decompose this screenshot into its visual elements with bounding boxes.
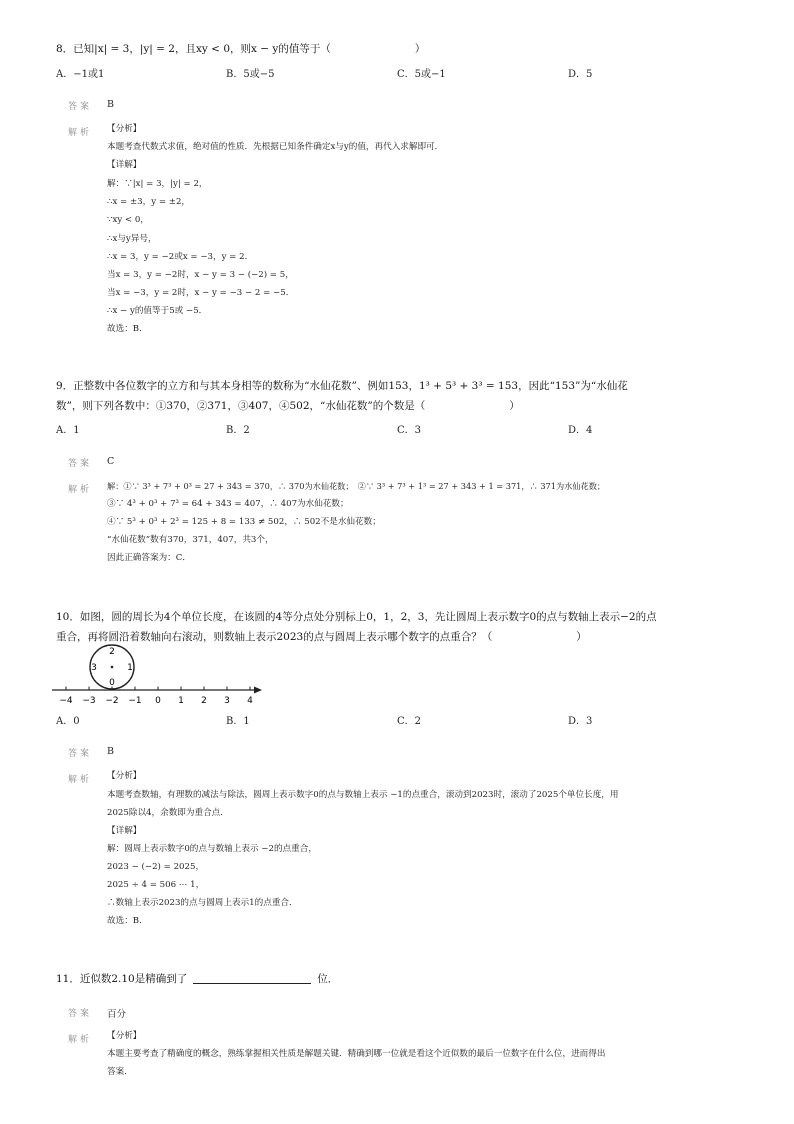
q10-answer-label: 答案 [68,749,93,759]
q8-line: ∴x = ±3，y = ±2， [107,197,191,207]
q9-answer: C [107,456,115,467]
q9-line: ④∵ 5³ + 0³ + 2³ = 125 + 8 = 133 ≠ 502，∴ 502不是水仙花数； [107,517,381,527]
q11-stem-before: 11．近似数2.10是精确到了 [56,973,188,985]
q11-answer-label: 答案 [68,1009,93,1019]
axis-tick-label: −4 [59,696,73,706]
q11-analysis-label: 解析 [68,1035,93,1045]
q10-line: 故选：B． [107,916,148,926]
axis-arrow-icon [254,687,262,694]
q9-analysis-label: 解析 [68,485,93,495]
circle-label-left: 3 [91,663,97,673]
q11-line: 答案． [107,1067,133,1077]
q10-line: 【分析】 [107,771,142,781]
q8-option-b: B．5或−5 [226,69,275,80]
circle-label-bottom: 0 [109,678,115,688]
q8-line: ∴x与y异号， [107,234,157,244]
q11-line: 本题主要考查了精确度的概念，熟练掌握相关性质是解题关键．精确到哪一位就是看这个近似数的最后一位数字在什么位，进而得出 [107,1049,606,1059]
q9-stem-line1: 9．正整数中各位数字的立方和与其本身相等的数称为“水仙花数”、例如153，1³ + 5³ + 3³ = 153，因此“153”为“水仙花 [56,380,628,392]
circle-center-dot [111,666,114,669]
q11-answer: 百分 [107,1009,127,1020]
q9-line: 因此正确答案为：C． [107,553,191,563]
q8-answer: B [107,99,114,110]
q9-option-b: B．2 [226,425,250,436]
q9-line: “水仙花数”数有370，371，407，共3个， [107,535,274,545]
axis-tick-label: 4 [247,696,253,706]
axis-tick-label: −2 [105,696,119,706]
q8-line: 本题考查代数式求值，绝对值的性质．先根据已知条件确定x与y的值，再代入求解即可． [107,142,444,152]
q8-line: 【分析】 [107,124,142,134]
q11-stem [56,971,338,986]
q10-answer: B [107,746,114,757]
q9-option-a: A．1 [56,425,80,436]
q9-stem-line2: 数”，则下列各数中：①370，②371，③407，④502，“水仙花数”的个数是（ ） [56,400,520,412]
axis-tick-label: 1 [178,696,184,706]
q9-line: 解：①∵ 3³ + 7³ + 0³ = 27 + 343 = 370，∴ 370为水仙花数； ②∵ 3³ + 7³ + 1³ = 27 + 343 + 1 = 371，∴ 371为水仙花数； [107,481,606,491]
circle-label-right: 1 [127,663,133,673]
q8-line: 当x = 3，y = −2时，x − y = 3 − (−2) = 5， [107,270,294,280]
q11-line: 【分析】 [107,1031,142,1041]
q10-option-c: C．2 [397,716,422,727]
q10-line: 2025除以4，余数即为重合点． [107,808,229,818]
axis-tick-label: 0 [155,696,161,706]
q8-line: 当x = −3，y = 2时，x − y = −3 − 2 = −5． [107,288,295,298]
q8-option-c: C．5或−1 [397,69,446,80]
axis-tick-label: −3 [82,696,96,706]
circle-label-top: 2 [109,647,115,657]
q10-line: ∴数轴上表示2023的点与圆周上表示1的点重合． [107,898,298,908]
q8-analysis-label: 解析 [68,128,93,138]
q8-option-a: A．−1或1 [56,69,105,80]
q10-line: 2023 − (−2) = 2025， [107,862,205,872]
q11-answer-blank[interactable] [193,973,311,984]
q10-analysis-label: 解析 [68,775,93,785]
q8-option-d: D．5 [568,69,593,80]
q9-option-d: D．4 [568,425,593,436]
q8-line: 【详解】 [107,160,142,170]
q10-line: 解：圆周上表示数字0的点与数轴上表示 −2的点重合， [107,844,317,854]
q9-option-c: C．3 [397,425,422,436]
q8-line: 解：∵|x| = 3，|y| = 2， [107,179,208,189]
q11-stem-after: 位． [317,973,339,985]
axis-tick-label: 3 [224,696,230,706]
q10-line: 本题考查数轴，有理数的减法与除法，圆周上表示数字0的点与数轴上表示 −1的点重合，滚动到2023时，滚动了2025个单位长度，用 [107,790,619,800]
q8-line: ∵xy < 0， [107,215,149,225]
q10-option-b: B．1 [226,716,250,727]
q10-option-d: D．3 [568,716,593,727]
q8-answer-label: 答案 [68,102,93,112]
q8-stem: 8．已知|x| = 3，|y| = 2，且xy < 0，则x − y的值等于（ ） [56,43,426,55]
q9-answer-label: 答案 [68,459,93,469]
q10-stem-line1: 10．如图，圆的周长为4个单位长度，在该圆的4等分点处分别标上0，1，2，3，先让圆周上表示数字0的点与数轴上表示−2的点 [56,611,657,623]
q8-line: ∴x = 3，y = −2或x = −3，y = 2． [107,252,254,262]
axis-tick-label: −1 [128,696,142,706]
q8-line: ∴x − y的值等于5或 −5． [107,306,208,316]
q10-option-a: A．0 [56,716,80,727]
q10-line: 2025 ÷ 4 = 506 ⋯ 1， [107,880,205,890]
q8-line: 故选：B． [107,324,148,334]
axis-tick-label: 2 [201,696,207,706]
q10-line: 【详解】 [107,826,142,836]
q9-line: ③∵ 4³ + 0³ + 7³ = 64 + 343 = 407，∴ 407为水仙花数； [107,499,349,509]
q10-stem-line2: 重合，再将圆沿着数轴向右滚动，则数轴上表示2023的点与圆周上表示哪个数字的点重合？（ ） [56,631,587,643]
number-line-figure [50,643,270,709]
